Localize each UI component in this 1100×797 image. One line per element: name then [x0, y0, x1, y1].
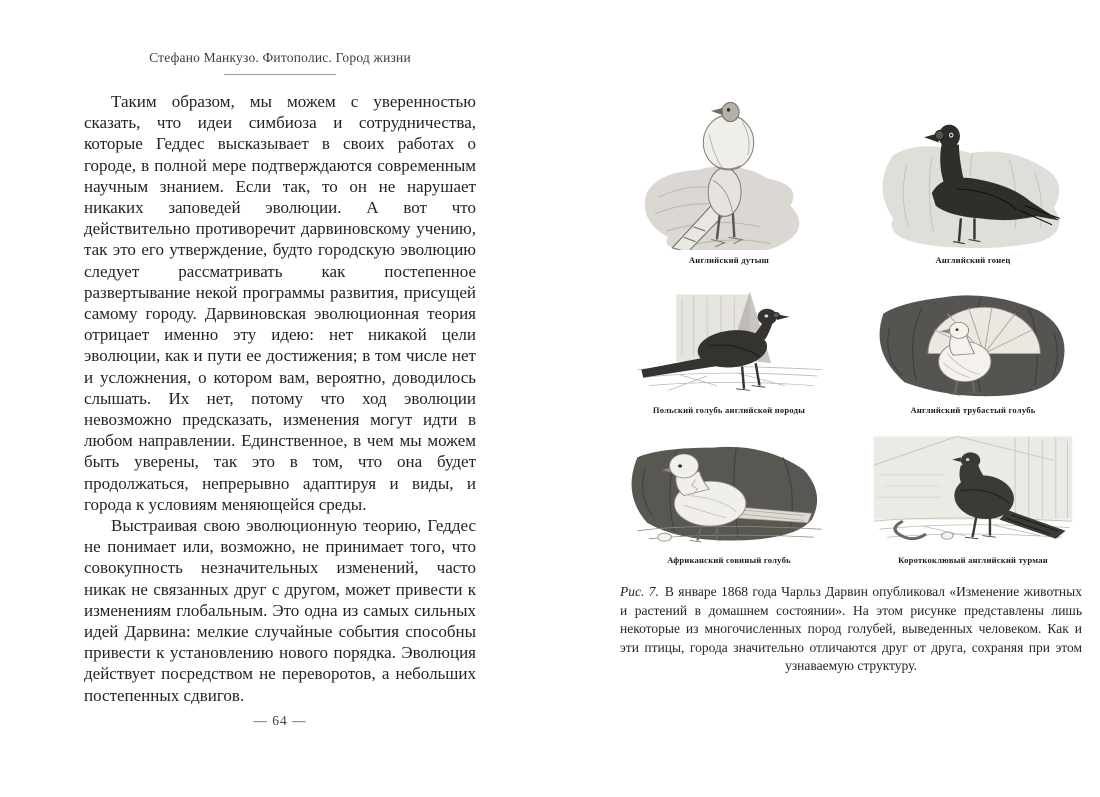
paragraph-1: Таким образом, мы можем с уверенностью сказать, что идеи симбиоза и сотрудничества, которые Геддес высказывает в своих работах о городе, в полной мере подтверждаются современным научным знанием. Если так, то он не нарушает никаких заповедей эволюции. А вот что действительно противоречит дарвиновскому учению, так это его утверждение, будто городскую эволюцию следует рассматривать как постепенное развертывание некой программы развития, присущей самому городу. Дарвиновская эволюционная теория отрицает именно эту идею: нет никакой цели эволюции, как и пути ее достижения; в том числе нет и усложнения, о котором вам, вероятно, доводилось слышать. Их нет, потому что ход эволюции невозможно предсказать, изменения могут идти в любом направлении. Единственное, в чем мы можем быть уверены, так это в том, что она будет продолжаться, непрерывно адаптируя и виды, и города к условиям меняющейся среды. [84, 92, 476, 514]
fantail-pigeon-engraving-icon [864, 280, 1082, 400]
body-text [84, 91, 476, 706]
figure-caption-tumbler: Короткоклювый английский турман [898, 555, 1048, 565]
figure-caption-fantail: Английский трубастый голубь [910, 405, 1036, 415]
figure-caption-polish: Польский голубь английской породы [652, 405, 806, 415]
pouter-pigeon-engraving-icon [620, 92, 838, 250]
tumbler-pigeon-engraving-icon [864, 430, 1082, 550]
pigeon-figure-polish [620, 280, 838, 415]
running-head: Стефано Манкузо. Фитополис. Город жизни [149, 50, 411, 65]
figure-caption-carrier: Английский гонец [935, 255, 1011, 265]
header-rule [224, 74, 336, 75]
pigeon-figure-carrier [864, 92, 1082, 265]
figure-grid [620, 92, 1082, 565]
page-number: — 64 — [253, 713, 307, 728]
polish-pigeon-engraving-icon [620, 280, 838, 400]
figure-caption-label: Рис. 7. [620, 584, 659, 599]
figure-caption [620, 583, 1082, 676]
right-page [620, 92, 1082, 676]
figure-caption-pouter: Английский дутыш [688, 255, 770, 265]
left-page [84, 50, 476, 706]
pigeon-figure-owl [620, 430, 838, 565]
pigeon-figure-pouter [620, 92, 838, 265]
carrier-pigeon-engraving-icon [864, 92, 1082, 250]
pigeon-figure-tumbler [864, 430, 1082, 565]
figure-caption-owl: Африканский совиный голубь [667, 555, 791, 565]
figure-caption-text: В январе 1868 года Чарльз Дарвин опубликовал «Изменение животных и растений в домашнем состоянии». На этом рисунке представлены лишь некоторые из многочисленных пород голубей, выведенных человеком. Как и эти птицы, города значительно отличаются друг от друга, сохраняя при этом узнаваемую структуру. [620, 584, 1082, 674]
paragraph-2: Выстраивая свою эволюционную теорию, Геддес не понимает или, возможно, не принимает того, что совокупность незначительных изменений, часто никак не связанных друг с другом, может привести к изменениям глобальным. Это одна из самых сильных идей Дарвина: мелкие случайные события способны привести к установлению нового порядка. Эволюция действует посредством не переворотов, а небольших постепенных сдвигов. [84, 516, 476, 705]
owl-pigeon-engraving-icon [620, 430, 838, 550]
pigeon-figure-fantail [864, 280, 1082, 415]
